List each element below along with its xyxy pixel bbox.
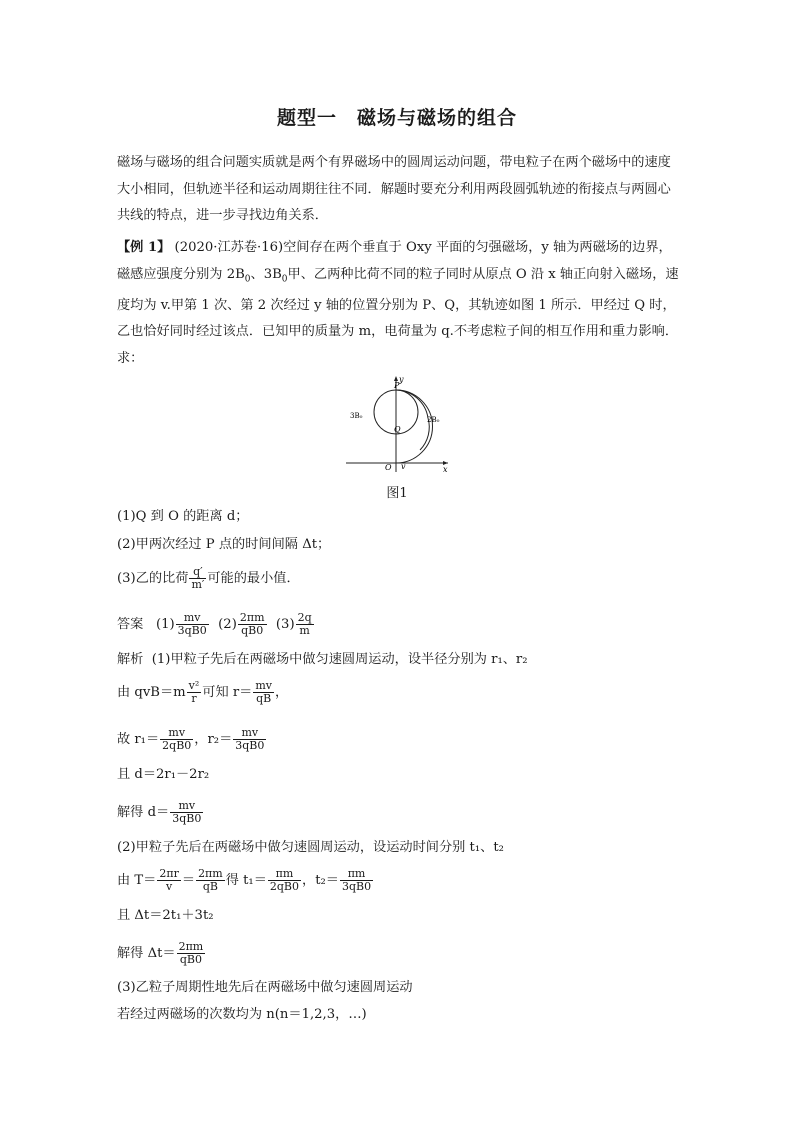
analysis-line-1 <box>117 650 528 670</box>
answer-2-fraction <box>238 612 267 637</box>
right-field-label: 2B₀ <box>427 416 440 424</box>
left-field-label: 3B₀ <box>350 412 363 420</box>
answer-3-den: m <box>299 624 310 637</box>
answer-3-num: 2q <box>297 611 312 624</box>
l7-fraction-4 <box>340 868 373 893</box>
analysis-line-2 <box>117 680 288 705</box>
page-title: 题型一 磁场与磁场的组合 <box>276 107 517 129</box>
example-sub-a: 0 <box>244 274 251 285</box>
answer-3-fraction <box>296 612 314 637</box>
l2-fraction-2 <box>253 680 274 705</box>
l7-eq: ＝ <box>181 873 196 888</box>
analysis-line-3 <box>117 727 267 752</box>
answer-1-fraction <box>176 612 209 637</box>
p-label: P <box>394 381 400 390</box>
example-text-a: 空间存在两个垂直于 Oxy 平面的匀强磁场，y 轴为两磁场的边界，磁感应强度分别为 2B <box>117 240 672 282</box>
l9-pre: 解得 Δt＝ <box>117 946 176 961</box>
l5-fraction <box>170 800 203 825</box>
l7-mid2: ，t₂＝ <box>302 873 339 888</box>
l5-num: mv <box>170 800 203 813</box>
l2-den: r <box>191 692 197 705</box>
analysis-line-9 <box>117 941 206 966</box>
l7-den: v <box>166 880 173 893</box>
q3-pre: (3)乙的比荷 <box>117 571 189 586</box>
l3-den2: 3qB0 <box>235 739 265 752</box>
analysis-line-8: 且 Δt＝2t₁＋3t₂ <box>117 908 214 923</box>
answer-1-pre: (1) <box>155 617 175 632</box>
q3-num: q′ <box>189 566 206 579</box>
answer-label: 答案 <box>117 617 144 632</box>
l7-num3: πm <box>268 868 301 881</box>
answer-2-num: 2πm <box>239 611 265 624</box>
l2-fraction-1 <box>187 680 202 705</box>
l2-pre: 由 qvB＝m <box>117 685 186 700</box>
q-label: Q <box>394 425 401 434</box>
q3-fraction <box>189 566 206 591</box>
x-label: x <box>443 465 448 474</box>
l7-mid: 得 t₁＝ <box>225 873 267 888</box>
example-sub-b: 0 <box>281 274 288 285</box>
v-label: v <box>401 462 406 471</box>
l7-num2: 2πm <box>198 867 223 880</box>
l5-den: 3qB0 <box>172 812 202 825</box>
l3-den: 2qB0 <box>162 739 192 752</box>
l2-num: v² <box>188 679 200 692</box>
l9-fraction <box>177 941 206 966</box>
l7-den3: 2qB0 <box>269 880 300 893</box>
l9-den: qB0 <box>179 953 202 966</box>
l3-pre: 故 r₁＝ <box>117 732 160 747</box>
q3-post: 可能的最小值． <box>207 571 300 586</box>
l2-post: ， <box>275 685 289 700</box>
l7-den2: qB <box>202 880 218 893</box>
l5-pre: 解得 d＝ <box>117 805 170 820</box>
answer-2-pre: (2) <box>218 617 237 632</box>
analysis-line-11: 若经过两磁场的次数均为 n(n＝1,2,3，…) <box>117 1007 367 1022</box>
answer-line <box>117 612 315 637</box>
analysis-line-7 <box>117 868 374 893</box>
analysis-label: 解析 <box>117 652 144 667</box>
question-1: (1)Q 到 O 的距离 d； <box>117 509 249 524</box>
example-tag: 【例 1】 <box>117 240 171 255</box>
l7-num4: πm <box>340 868 373 881</box>
l7-fraction-3 <box>268 868 301 893</box>
o-label: O <box>385 463 392 472</box>
answer-3-pre: (3) <box>275 617 295 632</box>
l2-num2: mv <box>255 679 272 692</box>
analysis-l1: (1)甲粒子先后在两磁场中做匀速圆周运动，设半径分别为 r₁、r₂ <box>151 652 528 667</box>
l7-fraction-2 <box>196 868 225 893</box>
analysis-line-4: 且 d＝2r₁－2r₂ <box>117 767 210 782</box>
q3-den: m′ <box>191 578 205 591</box>
l3-num2: mv <box>233 727 266 740</box>
example-text-c: 甲、乙两种比荷不同的粒子同时从原点 O 沿 x 轴正向射入磁场，速度均为 v.甲第 1 次、第 2 次经过 y 轴的位置分别为 P、Q，其轨迹如图 1 所示．甲经过 Q 时，乙也恰好同时经过该点．已知甲的质量为 m，电荷量为 q.不考虑粒子间的相互作用和重力影响．求： <box>117 266 679 366</box>
l3-fraction-2 <box>233 727 266 752</box>
analysis-line-5 <box>117 800 204 825</box>
example-source: (2020·江苏卷·16) <box>174 240 284 255</box>
l7-fraction-1 <box>157 868 181 893</box>
l7-den4: 3qB0 <box>341 880 372 893</box>
figure-caption: 图1 <box>386 486 408 501</box>
large-orbit-arc <box>396 390 433 463</box>
l7-num: 2πr <box>159 867 179 880</box>
analysis-line-10: (3)乙粒子周期性地先后在两磁场中做匀速圆周运动 <box>117 980 413 995</box>
l3-fraction-1 <box>160 727 193 752</box>
l9-num: 2πm <box>178 940 204 953</box>
example-text-b: 、3B <box>250 266 282 282</box>
answer-1-den: 3qB0 <box>177 624 207 637</box>
answer-1-num: mv <box>176 612 209 625</box>
intro-paragraph: 磁场与磁场的组合问题实质就是两个有界磁场中的圆周运动问题，带电粒子在两个磁场中的速度大小相同，但轨迹半径和运动周期往往不同．解题时要充分利用两段圆弧轨迹的衔接点与两圆心共线的特点，进一步寻找边角关系． <box>117 155 671 223</box>
y-label: y <box>399 375 404 384</box>
trajectory-figure <box>340 374 452 474</box>
answer-2-den: qB0 <box>241 624 264 637</box>
outer-arc <box>396 390 429 450</box>
analysis-line-6: (2)甲粒子先后在两磁场中做匀速圆周运动，设运动时间分别 t₁、t₂ <box>117 840 504 855</box>
l2-den2: qB <box>256 692 272 705</box>
l3-num: mv <box>160 727 193 740</box>
question-2: (2)甲两次经过 P 点的时间间隔 Δt； <box>117 537 331 552</box>
question-3 <box>117 566 300 591</box>
example-paragraph <box>117 235 680 372</box>
l7-pre: 由 T＝ <box>117 873 157 888</box>
l2-mid: 可知 r＝ <box>202 685 253 700</box>
l3-mid: ，r₂＝ <box>194 732 233 747</box>
